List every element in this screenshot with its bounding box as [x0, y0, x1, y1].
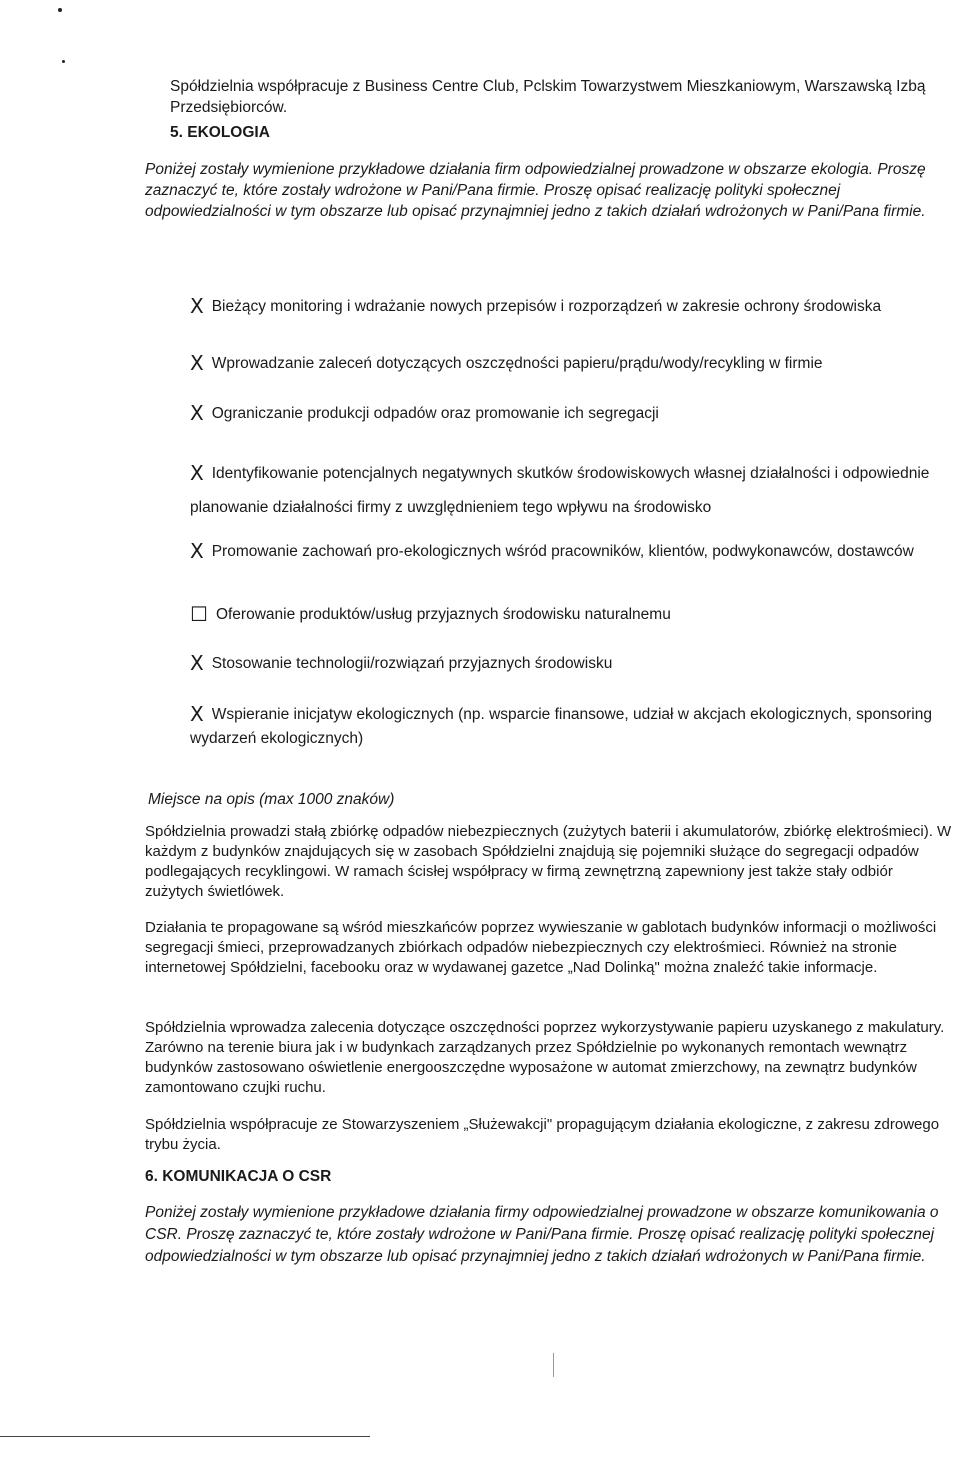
- checklist-item-text: Stosowanie technologii/rozwiązań przyjaznych środowisku: [211, 655, 613, 672]
- description-paragraph: Spółdzielnia współpracuje ze Stowarzyszeniem „Służewakcji" propagującym działania ekologiczne, z zakresu zdrowego trybu życia.: [145, 1116, 940, 1153]
- checkmark-x: X: [190, 294, 204, 318]
- checklist-item: [190, 652, 950, 675]
- checkmark-x: X: [190, 651, 204, 675]
- checklist-item-text: Wprowadzanie zaleceń dotyczących oszczędności papieru/prądu/wody/recykling w firmie: [211, 355, 823, 372]
- checklist-item: [190, 352, 950, 375]
- checkmark-x: X: [190, 539, 204, 563]
- checklist-item-text: Oferowanie produktów/usług przyjaznych środowisku naturalnemu: [215, 606, 671, 623]
- section-6-instructions: Poniżej zostały wymienione przykładowe działania firmy odpowiedzialnej prowadzone w obszarze komunikowania o CSR. Proszę zaznaczyć te, które zostały wdrożone w Pani/Pana firmie. Proszę opisać realizację polityki społecznej odpowiedzialności w tym obszarze lub opisać przynajmniej jedno z takich działań wdrożonych w Pani/Pana firmie.: [145, 1204, 939, 1265]
- checklist-item-text: Bieżący monitoring i wdrażanie nowych przepisów i rozporządzeń w zakresie ochrony środowiska: [211, 298, 882, 315]
- description-paragraph: Spółdzielnia prowadzi stałą zbiórkę odpadów niebezpiecznych (zużytych baterii i akumulatorów, zbiórkę elektrośmieci). W każdym z budynków znajdujących się w zasobach Spółdzielni znajdują się pojemniki służące do segregacji odpadów podlegających recyklingowi. W ramach ścisłej współpracy w firmą zewnętrzną zapewniony jest także stały odbiór zużytych świetlówek.: [145, 823, 952, 900]
- checklist-item: [190, 603, 950, 626]
- checklist-item: [190, 536, 950, 567]
- checklist-item: [190, 456, 950, 525]
- checklist-item-text: Ograniczanie produkcji odpadów oraz promowanie ich segregacji: [211, 405, 659, 422]
- checklist-item-text: Wspieranie inicjatyw ekologicznych (np. wsparcie finansowe, udział w akcjach ekologicznych, sponsoring wydarzeń ekologicznych): [190, 706, 932, 747]
- checklist-item: [190, 295, 950, 318]
- scan-speck: [62, 60, 65, 63]
- checklist-item-text: Promowanie zachowań pro-ekologicznych wśród pracowników, klientów, podwykonawców, dostawców: [211, 543, 914, 560]
- checkmark-x: X: [190, 702, 204, 726]
- checklist-item: [190, 702, 950, 751]
- empty-checkbox: ☐: [190, 602, 208, 626]
- section-6-heading: 6. KOMUNIKACJA O CSR: [145, 1168, 332, 1185]
- scan-speck: [58, 8, 62, 12]
- checkmark-x: X: [190, 401, 204, 425]
- checkmark-x: X: [190, 461, 204, 485]
- checklist-item: [190, 402, 950, 425]
- description-paragraph: Działania te propagowane są wśród mieszkańców poprzez wywieszanie w gablotach budynków informacji o możliwości segregacji śmieci, przeprowadzanych zbiórkach odpadów niebezpiecznych czy elektrośmieci. Również na stronie internetowej Spółdzielni, facebooku oraz w wydawanej gazetce „Nad Dolinką" można znaleźć takie informacje.: [145, 919, 937, 976]
- section-5-instructions: Poniżej zostały wymienione przykładowe działania firm odpowiedzialnej prowadzone w obszarze ekologia. Proszę zaznaczyć te, które zostały wdrożone w Pani/Pana firmie. Proszę opisać realizację polityki społecznej odpowiedzialności w tym obszarze lub opisać przynajmniej jedno z takich działań wdrożonych w Pani/Pana firmie.: [145, 161, 926, 220]
- description-paragraph: Spółdzielnia wprowadza zalecenia dotyczące oszczędności poprzez wykorzystywanie papieru uzyskanego z makulatury. Zarówno na terenie biura jak i w budynkach zarządzanych przez Spółdzielnie po wykonanych remontach wewnątrz budynków zastosowano oświetlenie energooszczędne wyposażone w automat zmierzchowy, na zewnątrz budynków zamontowano czujki ruchu.: [145, 1019, 945, 1096]
- scan-speck: [553, 1353, 554, 1377]
- footer-rule: [0, 1436, 370, 1437]
- intro-paragraph: Spółdzielnia współpracuje z Business Centre Club, Pclskim Towarzystwem Mieszkaniowym, Warszawską Izbą Przedsiębiorców.: [170, 78, 926, 116]
- checklist-item-text: Identyfikowanie potencjalnych negatywnych skutków środowiskowych własnej działalności i odpowiednie planowanie działalności firmy z uwzględnieniem tego wpływu na środowisko: [190, 465, 930, 516]
- description-label: Miejsce na opis (max 1000 znaków): [148, 791, 395, 808]
- section-5-heading: 5. EKOLOGIA: [170, 124, 270, 141]
- checkmark-x: X: [190, 351, 204, 375]
